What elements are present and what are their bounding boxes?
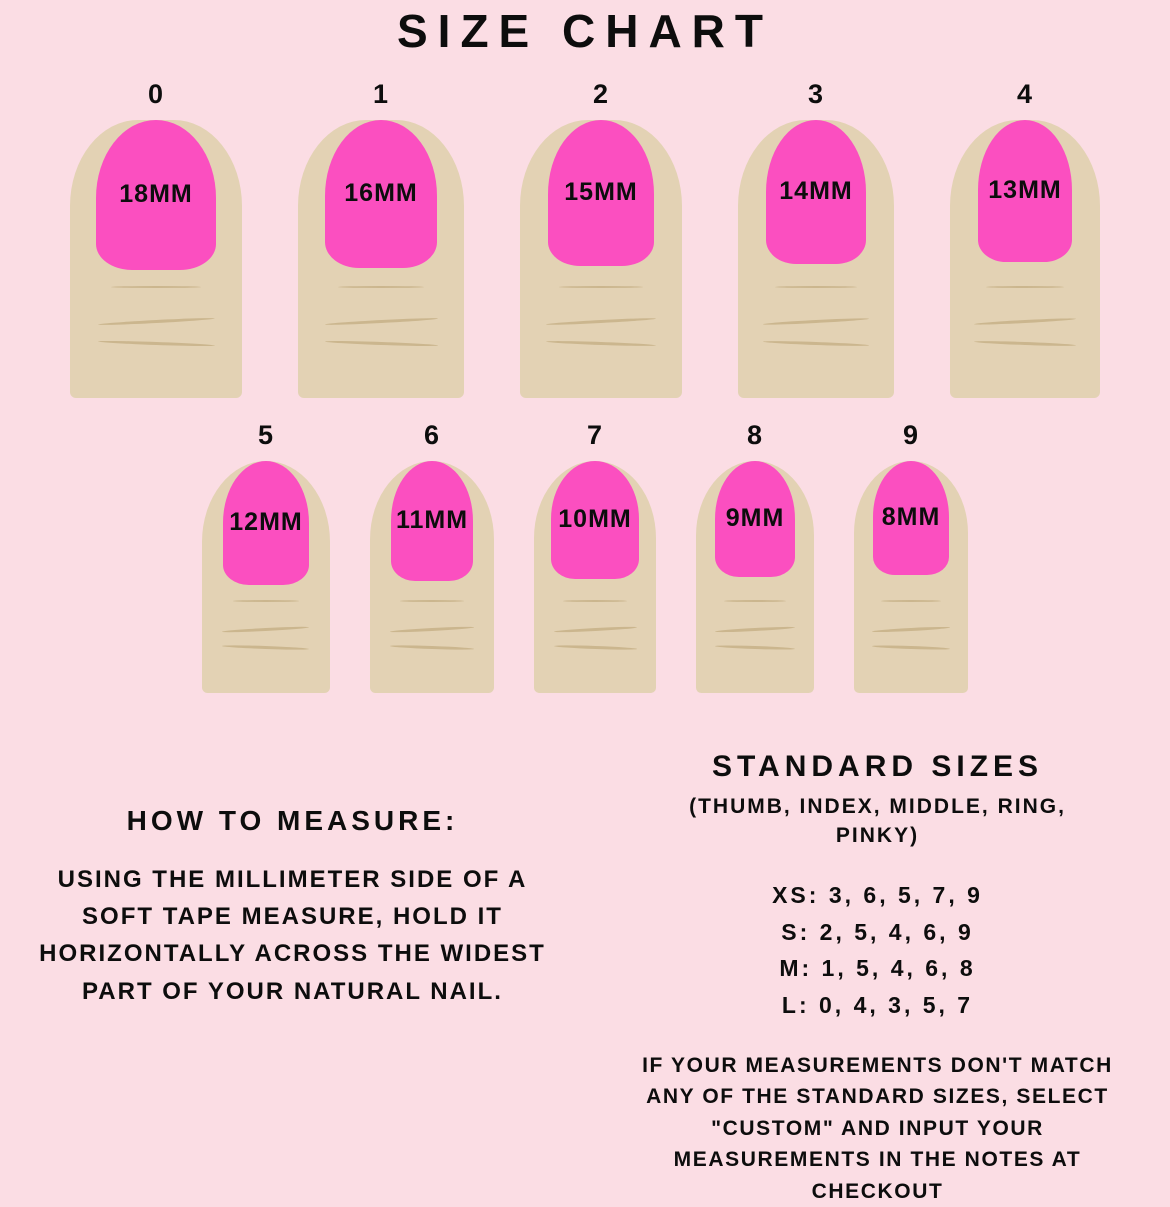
- knuckle-line: [222, 625, 309, 633]
- nail-size-label: 11MM: [395, 506, 469, 535]
- knuckle-line: [400, 600, 464, 602]
- finger-illustration: [738, 120, 894, 398]
- knuckle-line: [974, 317, 1076, 325]
- knuckle-line: [546, 340, 656, 347]
- nail-index-label: 3: [807, 78, 825, 109]
- finger-illustration: [696, 461, 814, 693]
- nail-illustration: [551, 461, 639, 579]
- knuckle-line: [872, 645, 950, 651]
- finger-illustration: [70, 120, 242, 398]
- nail-size-label: 12MM: [229, 508, 303, 537]
- nail-size-item: [696, 420, 814, 693]
- nail-index-label: 6: [423, 419, 441, 450]
- nail-illustration: [325, 120, 437, 268]
- knuckle-line: [390, 625, 474, 632]
- how-to-measure-block: [0, 740, 585, 1207]
- nail-size-label: 13MM: [988, 176, 1062, 205]
- knuckle-line: [775, 286, 856, 288]
- knuckle-line: [98, 317, 215, 326]
- knuckle-line: [222, 645, 309, 651]
- nail-index-label: 4: [1016, 78, 1034, 109]
- standard-sizes-block: [585, 740, 1170, 1207]
- knuckle-line: [559, 286, 643, 288]
- how-to-measure-body: USING THE MILLIMETER SIDE OF A SOFT TAPE MEASURE, HOLD IT HORIZONTALLY ACROSS THE WIDEST PART OF YOUR NATURAL NAIL.: [39, 866, 546, 1005]
- nail-size-item: [738, 79, 894, 398]
- nail-size-label: 10MM: [558, 505, 632, 534]
- finger-illustration: [854, 461, 968, 693]
- finger-illustration: [298, 120, 464, 398]
- nail-size-item: [950, 79, 1100, 398]
- nail-index-label: 9: [902, 419, 920, 450]
- nail-size-item: [298, 79, 464, 398]
- nail-size-item: [854, 420, 968, 693]
- knuckle-line: [763, 340, 869, 347]
- nail-size-label: 16MM: [344, 179, 418, 208]
- knuckle-line: [233, 600, 300, 602]
- nail-illustration: [873, 461, 949, 575]
- standard-sizes-subheading: (THUMB, INDEX, MIDDLE, RING, PINKY): [689, 795, 1066, 848]
- nail-illustration: [978, 120, 1072, 262]
- nail-size-row-top: [0, 79, 1170, 398]
- standard-size-line: M: 1, 5, 4, 6, 8: [779, 955, 976, 982]
- knuckle-line: [325, 340, 438, 347]
- nail-illustration: [766, 120, 866, 264]
- nail-size-item: [534, 420, 656, 693]
- nail-index-label: 2: [592, 78, 610, 109]
- finger-illustration: [370, 461, 494, 693]
- nail-size-label: 9MM: [725, 504, 785, 533]
- nail-size-item: [70, 79, 242, 398]
- knuckle-line: [546, 317, 656, 326]
- nail-illustration: [96, 120, 216, 270]
- knuckle-line: [325, 317, 438, 326]
- nail-size-label: 14MM: [779, 177, 853, 206]
- knuckle-line: [111, 286, 200, 288]
- page-title: SIZE CHART: [397, 5, 773, 57]
- knuckle-line: [881, 600, 940, 602]
- nail-size-item: [202, 420, 330, 693]
- nail-size-label: 8MM: [881, 503, 941, 532]
- nail-index-label: 0: [147, 78, 165, 109]
- nail-index-label: 7: [586, 419, 604, 450]
- finger-illustration: [950, 120, 1100, 398]
- standard-size-line: S: 2, 5, 4, 6, 9: [781, 918, 974, 945]
- nail-index-label: 8: [746, 419, 764, 450]
- nail-size-label: 15MM: [564, 178, 638, 207]
- standard-sizes-list: [585, 877, 1170, 1024]
- nail-size-row-bottom: [0, 420, 1170, 693]
- nail-index-label: 1: [372, 78, 390, 109]
- knuckle-line: [390, 645, 474, 651]
- standard-sizes-note: IF YOUR MEASUREMENTS DON'T MATCH ANY OF THE STANDARD SIZES, SELECT "CUSTOM" AND INPUT YOUR MEASUREMENTS IN THE NOTES AT CHECKOUT: [642, 1053, 1113, 1203]
- knuckle-line: [986, 286, 1064, 288]
- knuckle-line: [715, 645, 795, 651]
- nail-illustration: [715, 461, 795, 577]
- standard-size-line: XS: 3, 6, 5, 7, 9: [772, 881, 983, 908]
- nail-illustration: [548, 120, 654, 266]
- knuckle-line: [554, 625, 637, 632]
- finger-illustration: [520, 120, 682, 398]
- knuckle-line: [563, 600, 626, 602]
- finger-illustration: [534, 461, 656, 693]
- knuckle-line: [724, 600, 785, 602]
- knuckle-line: [974, 340, 1076, 347]
- nail-index-label: 5: [257, 419, 275, 450]
- knuckle-line: [872, 626, 950, 633]
- nail-illustration: [391, 461, 473, 581]
- nail-size-item: [520, 79, 682, 398]
- knuckle-line: [763, 317, 869, 326]
- nail-illustration: [223, 461, 309, 585]
- how-to-measure-heading: HOW TO MEASURE:: [126, 805, 459, 836]
- nail-size-label: 18MM: [119, 180, 193, 209]
- finger-illustration: [202, 461, 330, 693]
- knuckle-line: [554, 645, 637, 651]
- knuckle-line: [338, 286, 424, 288]
- standard-size-line: L: 0, 4, 3, 5, 7: [781, 992, 974, 1019]
- standard-sizes-heading: STANDARD SIZES: [711, 750, 1044, 783]
- info-section: [0, 740, 1170, 1207]
- nail-size-item: [370, 420, 494, 693]
- knuckle-line: [715, 626, 795, 633]
- knuckle-line: [98, 340, 215, 347]
